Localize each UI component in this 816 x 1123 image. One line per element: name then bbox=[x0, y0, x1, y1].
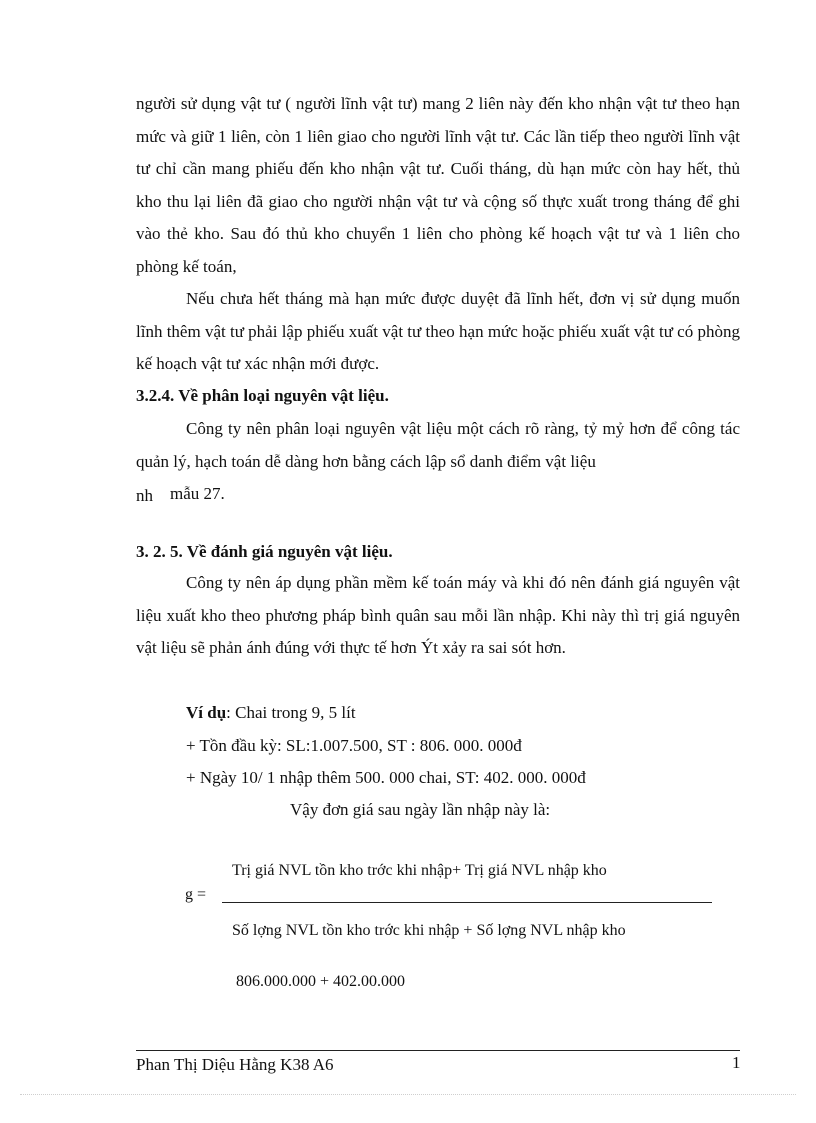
heading-3-2-5: 3. 2. 5. Về đánh giá nguyên vật liệu. bbox=[136, 542, 393, 561]
example-label: Ví dụ bbox=[186, 703, 227, 722]
receipt-line: + Ngày 10/ 1 nhập thêm 500. 000 chai, ST: 402. 000. 000đ bbox=[186, 768, 586, 787]
formula-denominator: Số lợng NVL tồn kho trớc khi nhập + Số lợng NVL nhập kho bbox=[232, 922, 626, 939]
footer-rule bbox=[136, 1050, 740, 1051]
paragraph-tail-nh: nh bbox=[136, 486, 153, 505]
example-text: : Chai trong 9, 5 lít bbox=[226, 703, 356, 722]
paragraph-issuing-procedure: người sử dụng vật tư ( người lĩnh vật tư) mang 2 liên này đến kho nhận vật tư theo hạn mức và giữ 1 liên, còn 1 liên giao cho người lĩnh vật tư. Các lần tiếp theo người lĩnh vật tư chỉ cần mang phiếu đến kho nhận vật tư. Cuối tháng, dù hạn mức còn hay hết, thủ kho thu lại liên đã giao cho người nhận vật tư và cộng số thực xuất trong tháng để ghi vào thẻ kho. Sau đó thủ kho chuyển 1 liên cho phòng kế hoạch vật tư và 1 liên cho phòng kế toán, bbox=[136, 94, 740, 276]
page-number: 1 bbox=[732, 1053, 741, 1072]
paragraph-quota-exceeded: Nếu chưa hết tháng mà hạn mức được duyệt đã lĩnh hết, đơn vị sử dụng muốn lĩnh thêm vật tư phải lập phiếu xuất vật tư theo hạn mức hoặc phiếu xuất vật tư có phòng kế hoạch vật tư xác nhận mới được. bbox=[136, 289, 740, 373]
formula-numbers: 806.000.000 + 402.00.000 bbox=[236, 973, 406, 990]
page-bottom-dotted-line bbox=[20, 1094, 796, 1095]
heading-3-2-4: 3.2.4. Về phân loại nguyên vật liệu. bbox=[136, 386, 389, 405]
example-line bbox=[186, 703, 356, 723]
formula-lhs: g = bbox=[185, 886, 207, 903]
unit-price-intro: Vậy đơn giá sau ngày lần nhập này là: bbox=[290, 800, 551, 819]
formula-fraction-bar bbox=[222, 902, 712, 903]
paragraph-material-valuation: Công ty nên áp dụng phần mềm kế toán máy và khi đó nên đánh giá nguyên vật liệu xuất kho theo phương pháp bình quân sau mỗi lần nhập. Khi này thì trị giá nguyên vật liệu sẽ phản ánh đúng với thực tế hơn Ýt xảy ra sai sót hơn. bbox=[136, 573, 740, 657]
opening-balance-line: + Tồn đầu kỳ: SL:1.007.500, ST : 806. 000. 000đ bbox=[186, 736, 522, 755]
paragraph-material-classification: Công ty nên phân loại nguyên vật liệu một cách rõ ràng, tỷ mỷ hơn để công tác quản lý, hạch toán dễ dàng hơn bằng cách lập sổ danh điểm vật liệu bbox=[136, 419, 740, 471]
paragraph-tail-template: mẫu 27. bbox=[170, 484, 225, 503]
formula-numerator: Trị giá NVL tồn kho trớc khi nhập+ Trị giá NVL nhập kho bbox=[232, 862, 607, 879]
footer-author: Phan Thị Diệu Hằng K38 A6 bbox=[136, 1055, 334, 1074]
